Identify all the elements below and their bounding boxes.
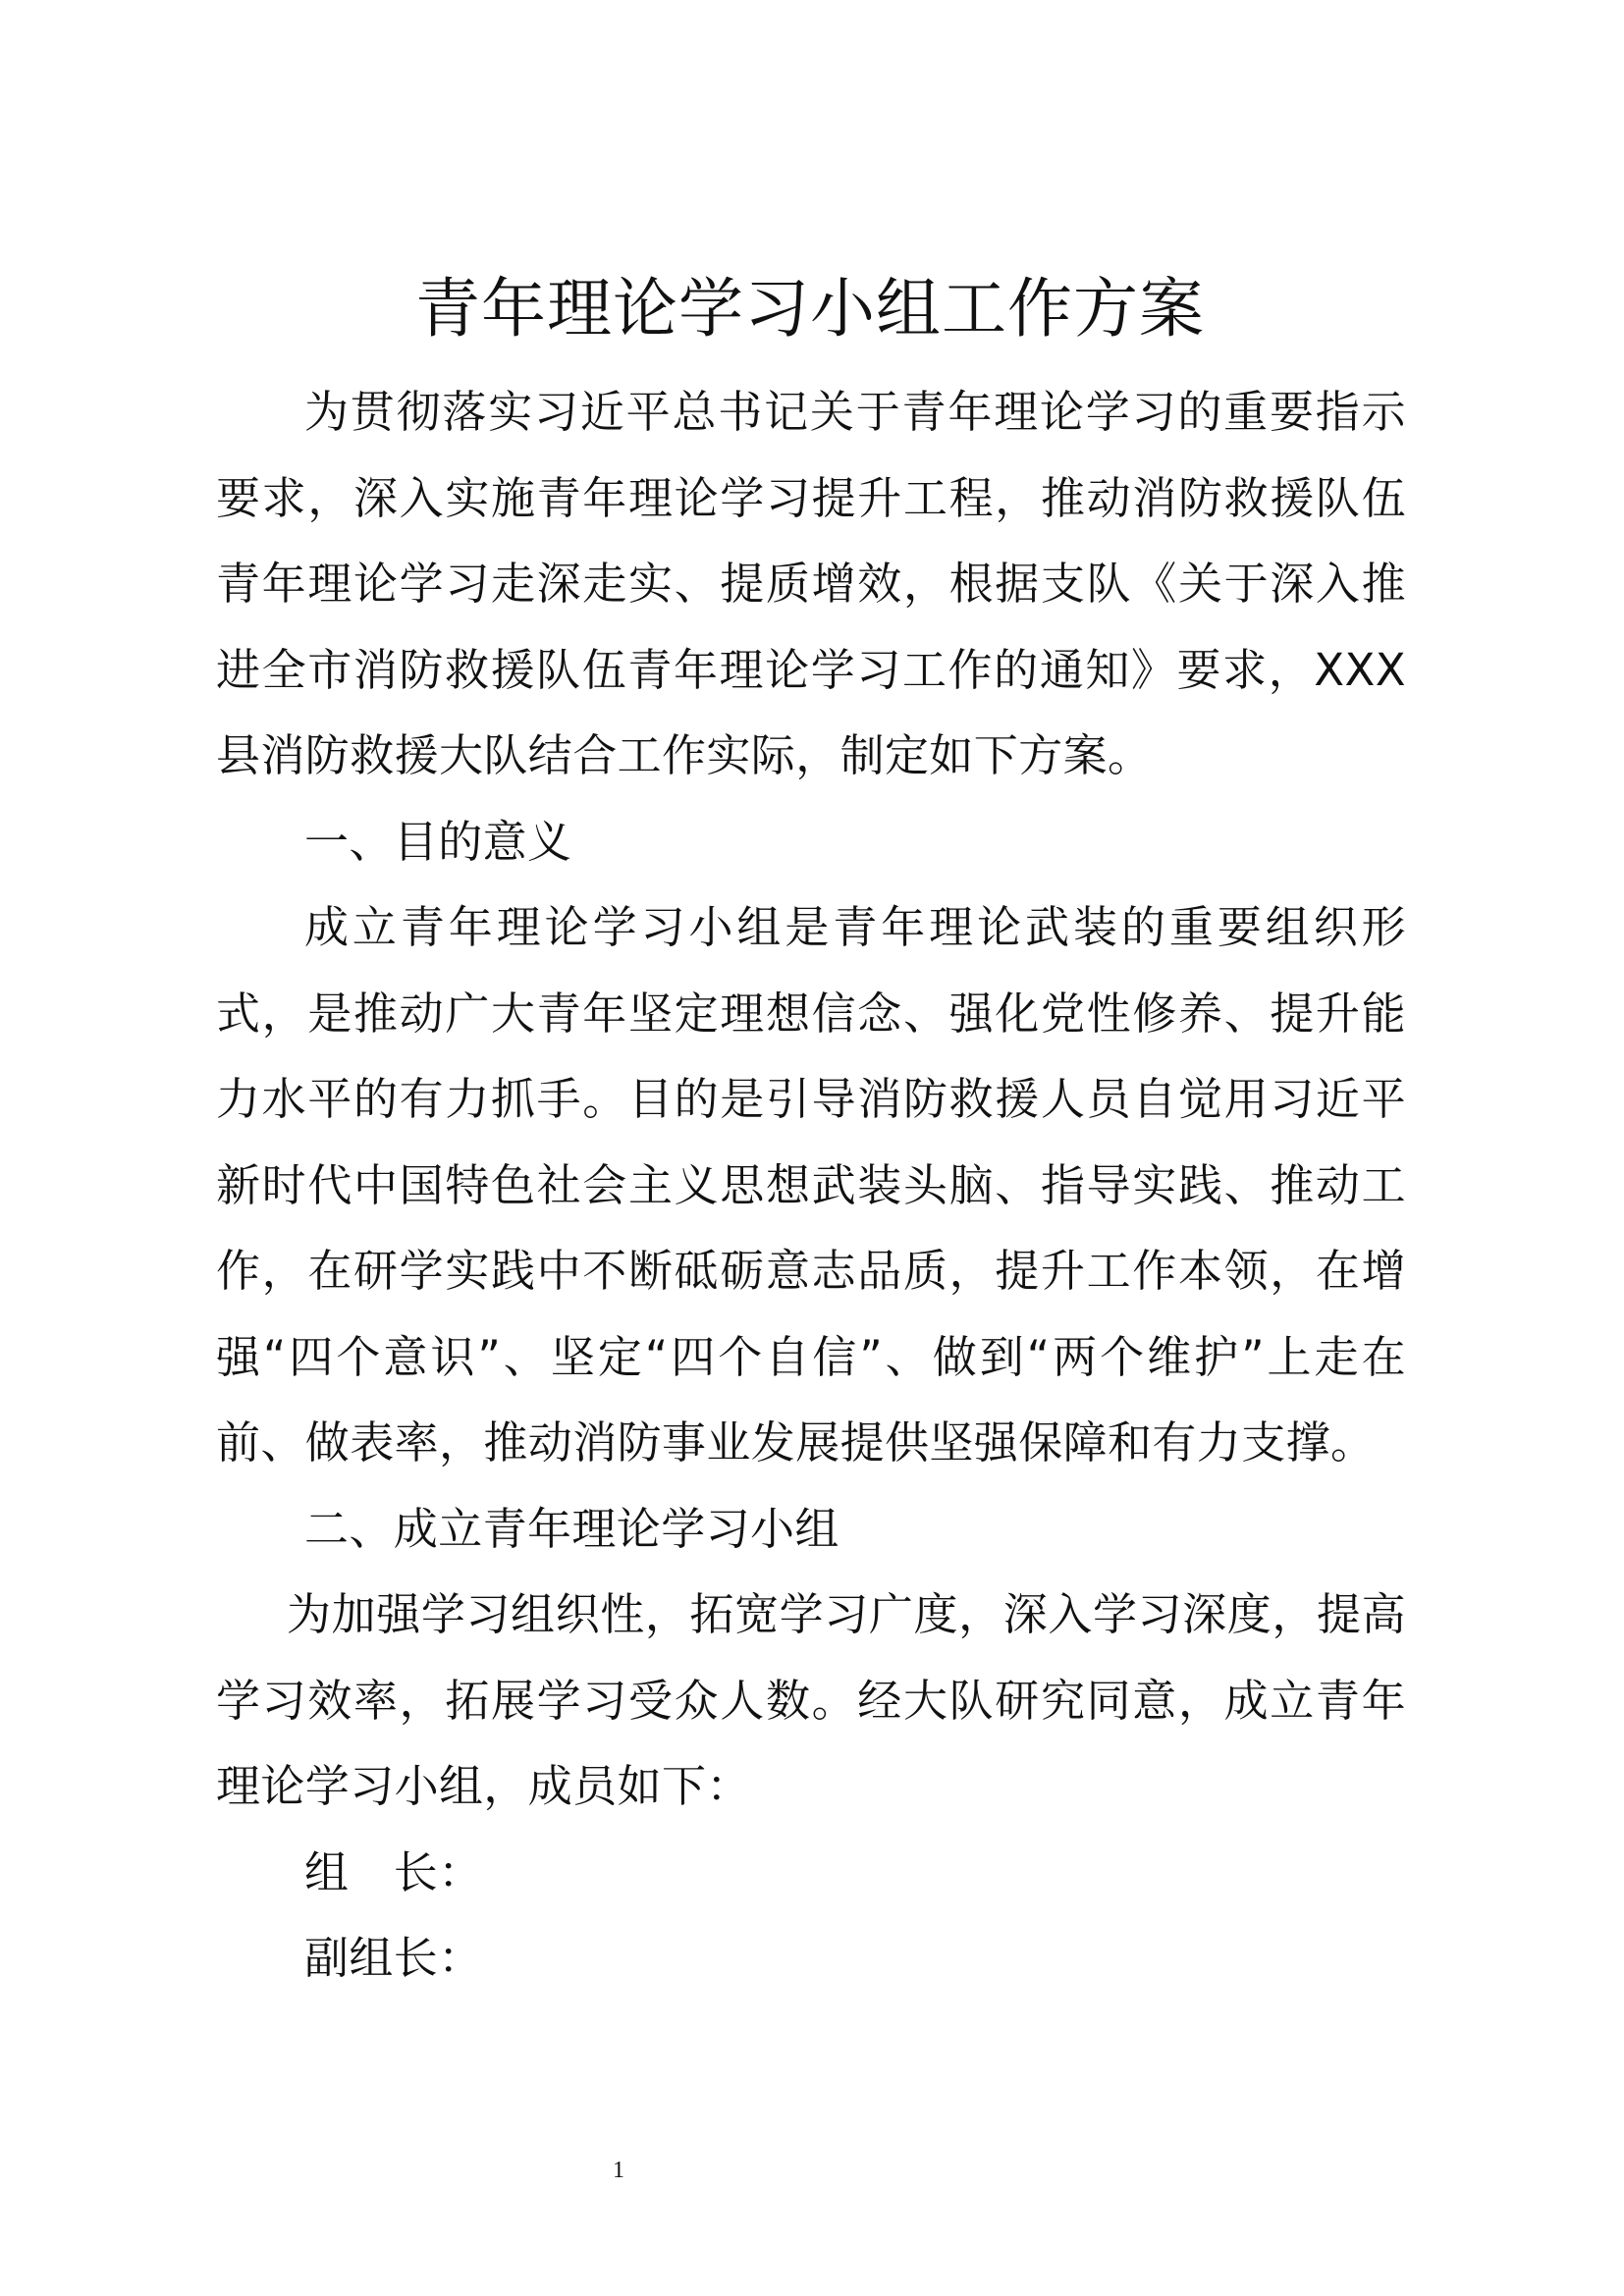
section-heading-study-group: 二、成立青年理论学习小组 xyxy=(304,1502,839,1555)
section-heading-purpose: 一、目的意义 xyxy=(304,815,572,868)
document-body xyxy=(216,369,1406,2002)
group-leader-label: 组 长： xyxy=(304,1845,483,1898)
document-title: 青年理论学习小组工作方案 xyxy=(415,271,1205,347)
deputy-group-leader-label: 副组长： xyxy=(304,1932,483,1984)
intro-paragraph: 为贯彻落实习近平总书记关于青年理论学习的重要指示要求，深入实施青年理论学习提升工程，推动消防救援队伍青年理论学习走深走实、提质增效，根据支队《关于深入推进全市消防救援队伍青年理论学习工作的通知》要求，XXX县消防救援大队结合工作实际，制定如下方案。 xyxy=(216,386,1406,781)
page-number: 1 xyxy=(613,2158,624,2183)
study-group-paragraph: 为加强学习组织性，拓宽学习广度，深入学习深度，提高学习效率，拓展学习受众人数。经大队研究同意，成立青年理论学习小组，成员如下： xyxy=(216,1588,1406,1812)
purpose-paragraph: 成立青年理论学习小组是青年理论武装的重要组织形式，是推动广大青年坚定理想信念、强化党性修养、提升能力水平的有力抓手。目的是引导消防救援人员自觉用习近平新时代中国特色社会主义思想武装头脑、指导实践、推动工作，在研学实践中不断砥砺意志品质，提升工作本领，在增强“四个意识”、坚定“四个自信”、做到“两个维护”上走在前、做表率，推动消防事业发展提供坚强保障和有力支撑。 xyxy=(216,901,1406,1468)
